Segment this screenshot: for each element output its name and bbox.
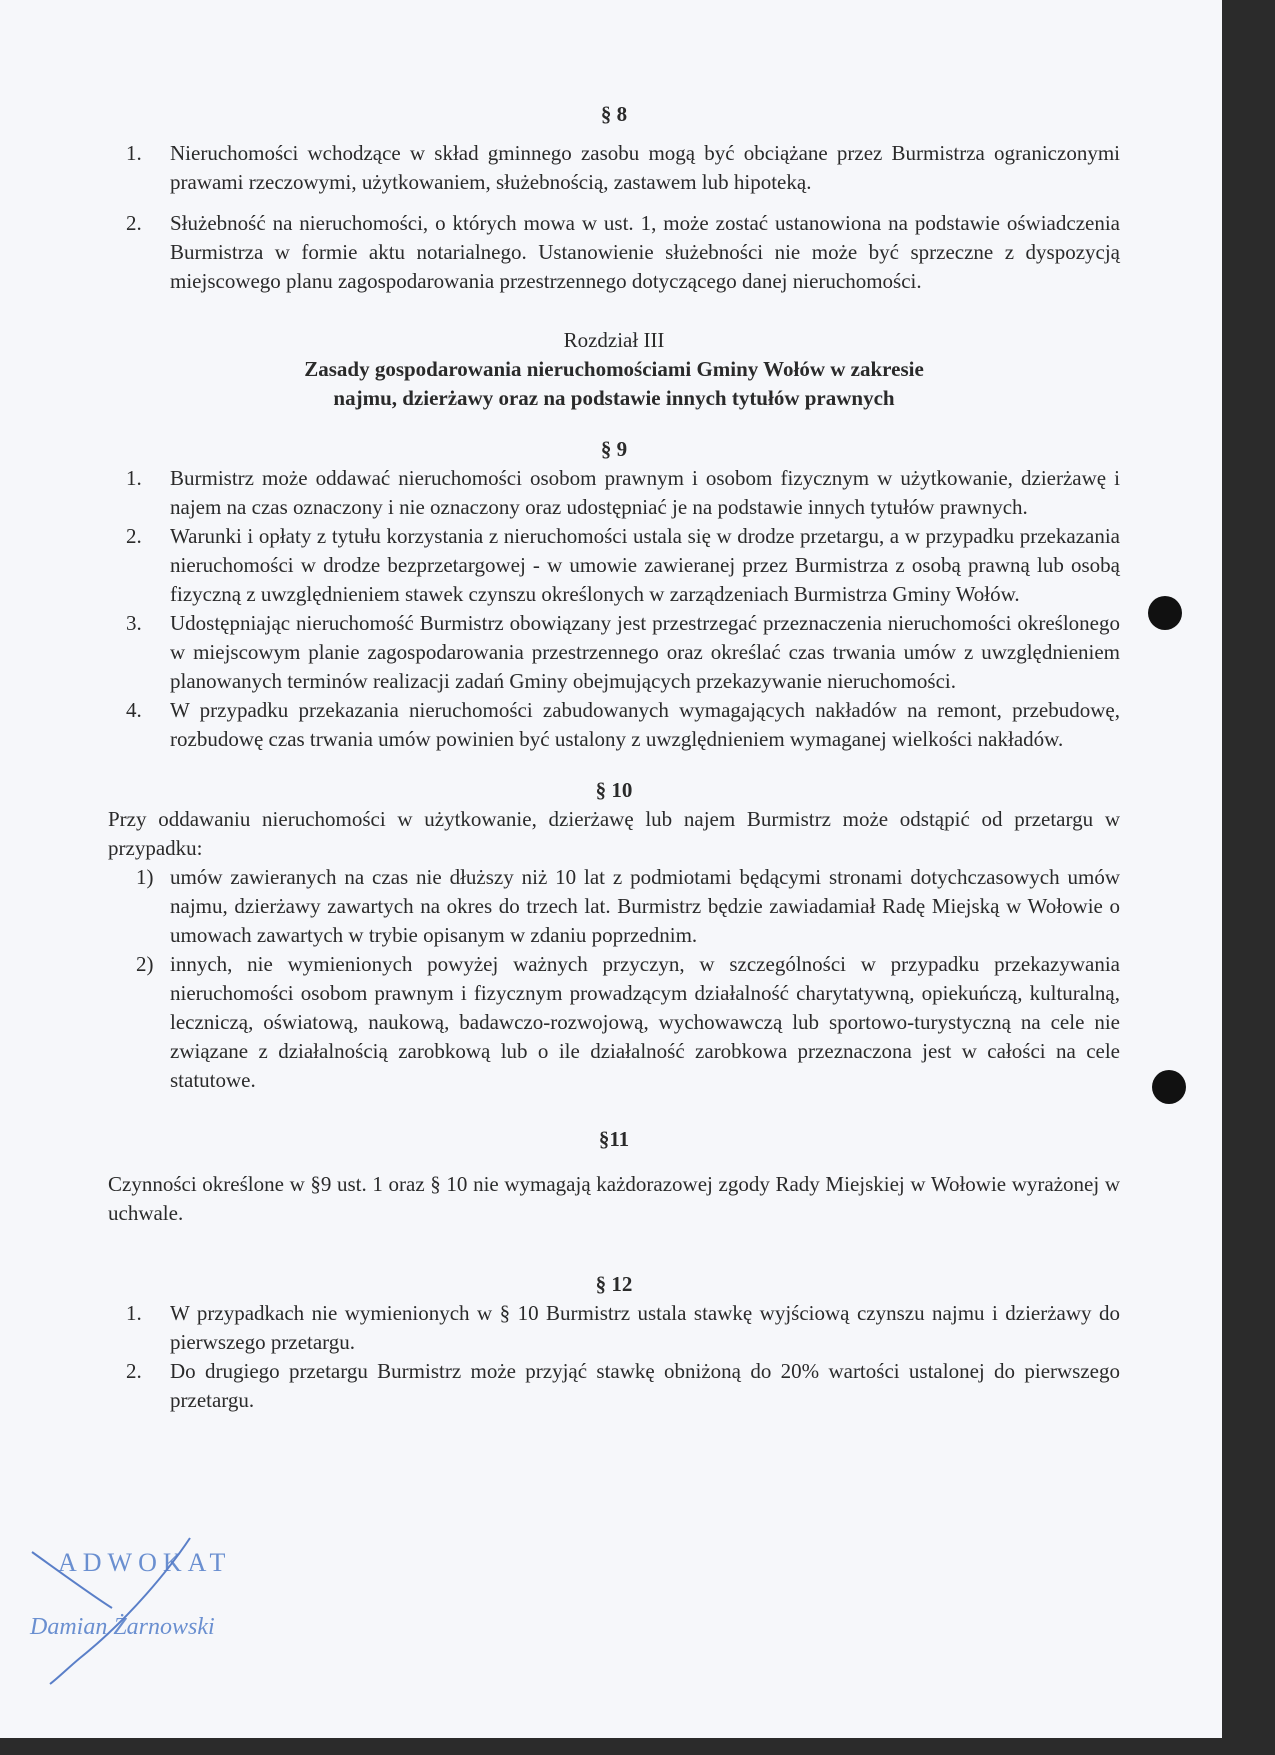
list-item — [108, 1357, 1120, 1415]
item-number: 2) — [136, 952, 154, 976]
section-8-list — [108, 139, 1120, 296]
scan-edge-bottom — [0, 1738, 1275, 1755]
section-10-intro: Przy oddawaniu nieruchomości w użytkowanie, dzierżawę lub najem Burmistrz może odstąpić od przetargu w przypadku: — [108, 807, 1120, 860]
item-text: Do drugiego przetargu Burmistrz może przyjąć stawkę obniżoną do 20% wartości ustalonej do pierwszego przetargu. — [170, 1359, 1120, 1412]
item-number: 2. — [126, 524, 142, 548]
list-item — [108, 696, 1120, 754]
scan-edge-right — [1222, 0, 1275, 1755]
list-item — [108, 209, 1120, 296]
chapter-title-line1: Zasady gospodarowania nieruchomościami Gminy Wołów w zakresie — [304, 357, 924, 381]
item-text: W przypadkach nie wymienionych w § 10 Burmistrz ustala stawkę wyjściową czynszu najmu i dzierżawy do pierwszego przetargu. — [170, 1301, 1120, 1354]
section-11-text: Czynności określone w §9 ust. 1 oraz § 10 nie wymagają każdorazowej zgody Rady Miejskiej w Wołowie wyrażonej w uchwale. — [108, 1172, 1120, 1225]
item-number: 2. — [126, 1359, 142, 1383]
item-text: Służebność na nieruchomości, o których mowa w ust. 1, może zostać ustanowiona na podstawie oświadczenia Burmistrza w formie aktu notarialnego. Ustanowienie służebności nie może być sprzeczne z dyspozycją miejscowego planu zagospodarowania przestrzennego dotyczącego danej nieruchomości. — [170, 211, 1120, 293]
item-text: Udostępniając nieruchomość Burmistrz obowiązany jest przestrzegać przeznaczenia nieruchomości określonego w miejscowym planie zagospodarowania przestrzennego oraz określać czas trwania umów z uwzględnieniem planowanych terminów realizacji zadań Gminy obejmujących przekazywanie nieruchomości. — [170, 611, 1120, 693]
list-item — [108, 950, 1120, 1095]
section-9-heading: § 9 — [600, 437, 628, 461]
signature-icon — [20, 1528, 280, 1688]
list-item — [108, 464, 1120, 522]
section-10-list — [108, 863, 1120, 1095]
section-12-heading: § 12 — [595, 1272, 633, 1296]
item-number: 2. — [126, 211, 142, 235]
item-number: 1. — [126, 1301, 142, 1325]
punch-hole-bottom — [1152, 1070, 1186, 1104]
item-text: W przypadku przekazania nieruchomości zabudowanych wymagających nakładów na remont, przebudowę, rozbudowę czas trwania umów powinien być ustalony z uwzględnieniem wymaganej wielkości nakładów. — [170, 698, 1120, 751]
chapter-label: Rozdział III — [563, 328, 665, 352]
item-number: 1. — [126, 466, 142, 490]
section-10-heading: § 10 — [595, 778, 633, 802]
section-12-list — [108, 1299, 1120, 1415]
list-item — [108, 863, 1120, 950]
list-item — [108, 139, 1120, 197]
section-11-heading: §11 — [598, 1127, 630, 1151]
item-text: innych, nie wymienionych powyżej ważnych przyczyn, w szczególności w przypadku przekazywania nieruchomości osobom prawnym i fizycznym prowadzącym działalność charytatywną, opiekuńczą, kulturalną, leczniczą, oświatową, naukową, badawczo-rozwojową, wychowawczą lub sportowo-turystyczną na cele nie związane z działalnością zarobkową lub o ile działalność zarobkowa przeznaczona jest w całości na cele statutowe. — [170, 952, 1120, 1092]
item-number: 3. — [126, 611, 142, 635]
item-text: Warunki i opłaty z tytułu korzystania z nieruchomości ustala się w drodze przetargu, a w przypadku przekazania nieruchomości w drodze bezprzetargowej - w umowie zawieranej przez Burmistrza z osobą prawną lub osobą fizyczną z uwzględnieniem stawek czynszu określonych w zarządzeniach Burmistrza Gminy Wołów. — [170, 524, 1120, 606]
item-text: umów zawieranych na czas nie dłuższy niż 10 lat z podmiotami będącymi stronami dotychczasowych umów najmu, dzierżawy zawartych na okres do trzech lat. Burmistrz będzie zawiadamiał Radę Miejską w Wołowie o umowach zawartych w trybie opisanym w zdaniu poprzednim. — [170, 865, 1120, 947]
item-number: 1) — [136, 865, 154, 889]
item-number: 1. — [126, 141, 142, 165]
stamp-title: ADWOKAT — [58, 1548, 232, 1577]
stamp-name: Damian Żarnowski — [30, 1614, 215, 1640]
lawyer-stamp — [20, 1528, 280, 1688]
item-text: Burmistrz może oddawać nieruchomości osobom prawnym i osobom fizycznym w użytkowanie, dzierżawę i najem na czas oznaczony i nie oznaczony oraz udostępniać je na podstawie innych tytułów prawnych. — [170, 466, 1120, 519]
section-8-heading: § 8 — [600, 102, 628, 126]
punch-hole-top — [1148, 596, 1182, 630]
item-number: 4. — [126, 698, 142, 722]
list-item — [108, 609, 1120, 696]
list-item — [108, 522, 1120, 609]
document-body — [108, 100, 1120, 1415]
chapter-title-line2: najmu, dzierżawy oraz na podstawie innych tytułów prawnych — [333, 386, 895, 410]
item-text: Nieruchomości wchodzące w skład gminnego zasobu mogą być obciążane przez Burmistrza ograniczonymi prawami rzeczowymi, użytkowaniem, służebnością, zastawem lub hipoteką. — [170, 141, 1120, 194]
list-item — [108, 1299, 1120, 1357]
section-9-list — [108, 464, 1120, 754]
